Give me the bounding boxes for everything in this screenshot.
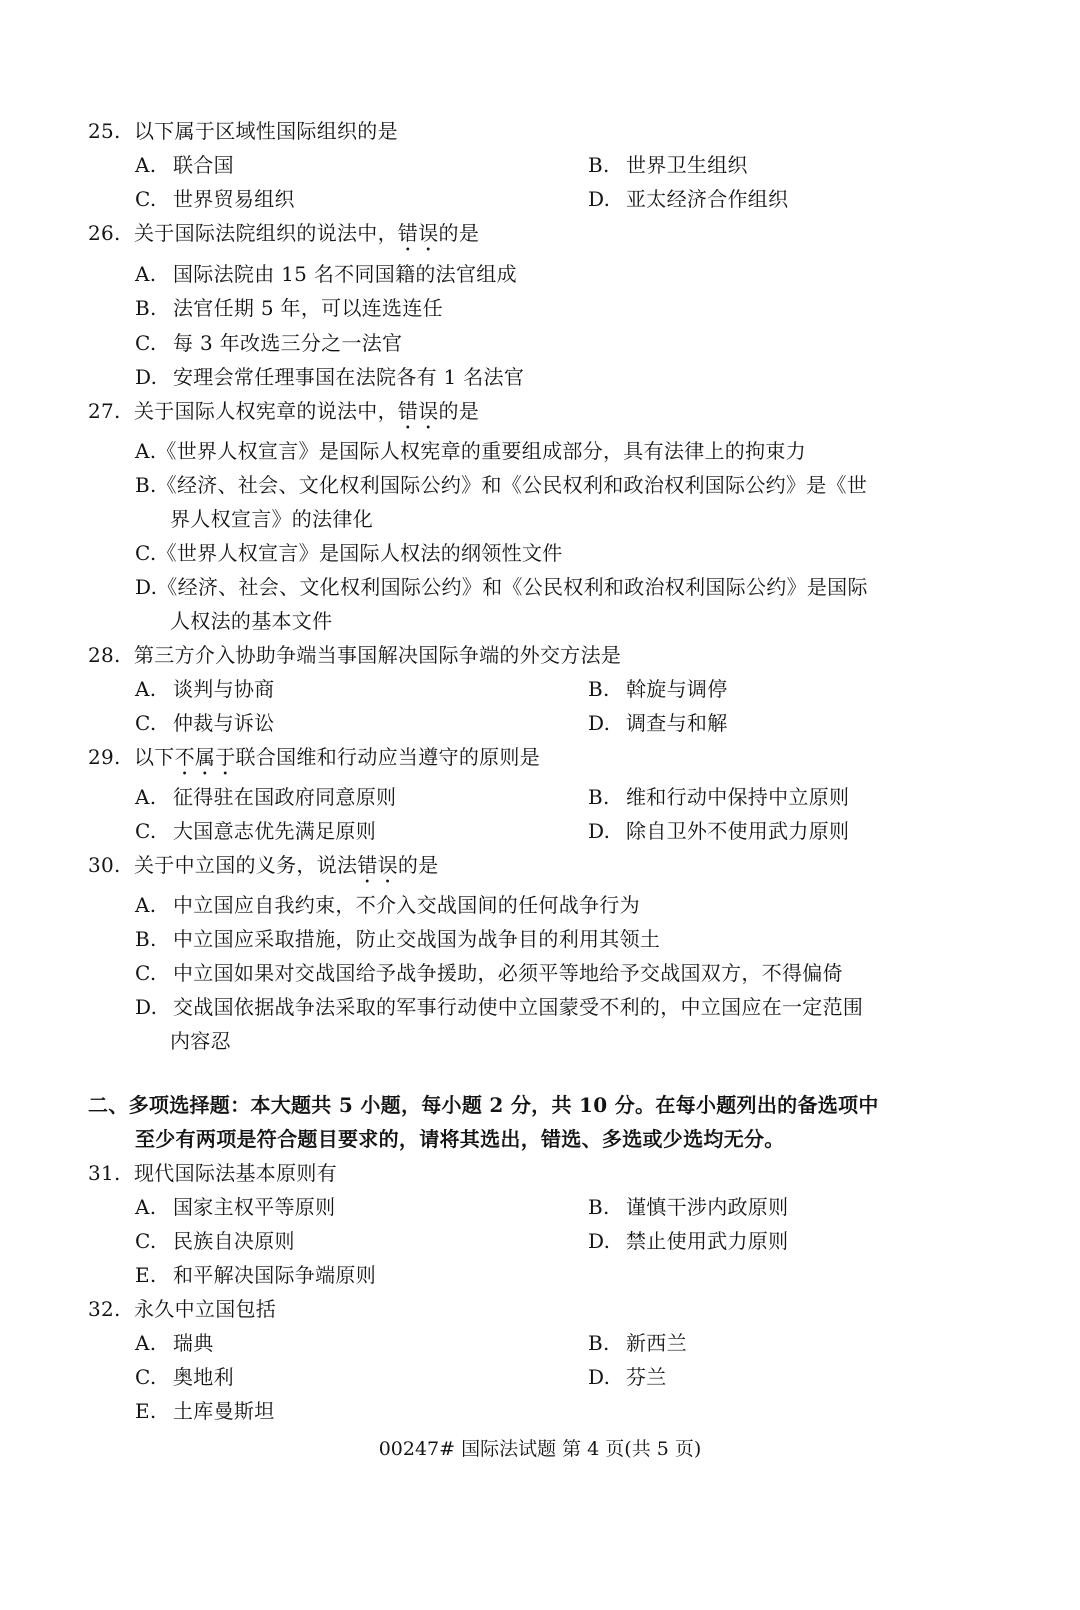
question-number: 29.: [88, 745, 121, 769]
question-number: 31.: [88, 1161, 121, 1185]
q28-option-c: [135, 710, 275, 736]
option-letter: C.: [135, 711, 157, 735]
q30-option-d: [135, 994, 863, 1020]
q31-option-b: [588, 1194, 788, 1220]
option-text: 土库曼斯坦: [173, 1399, 275, 1423]
option-text: 新西兰: [626, 1331, 687, 1355]
q31-option-e: [135, 1262, 376, 1288]
option-letter: B.: [135, 473, 157, 497]
option-text: 世界贸易组织: [173, 187, 295, 211]
option-text: 《世界人权宣言》是国际人权法的纲领性文件: [156, 541, 563, 565]
q32-option-d: [588, 1364, 667, 1390]
question-number: 28.: [88, 643, 121, 667]
option-letter: B.: [135, 927, 157, 951]
option-letter: A.: [135, 785, 157, 809]
option-text: 《经济、社会、文化权利国际公约》和《公民权利和政治权利国际公约》是《世: [156, 473, 868, 497]
q25-option-a: [135, 152, 234, 178]
question-text: 的是: [438, 399, 480, 423]
option-letter: A.: [135, 153, 157, 177]
option-text: 《世界人权宣言》是国际人权宪章的重要组成部分，具有法律上的拘束力: [156, 439, 807, 463]
option-text: 仲裁与诉讼: [173, 711, 275, 735]
option-text: 人权法的基本文件: [170, 609, 333, 633]
q26-option-c: [135, 330, 402, 356]
question-number: 32.: [88, 1297, 121, 1321]
option-text: 斡旋与调停: [626, 677, 728, 701]
option-letter: E.: [135, 1263, 157, 1287]
question-27-stem: [88, 398, 479, 434]
section-2-heading: 二、多项选择题：本大题共 5 小题，每小题 2 分，共 10 分。在每小题列出的备选项中: [88, 1093, 879, 1117]
question-text: 关于国际法院组织的说法中，: [134, 221, 398, 245]
option-text: 调查与和解: [626, 711, 728, 735]
q27-option-c: [135, 540, 563, 566]
option-text: 禁止使用武力原则: [626, 1229, 789, 1253]
option-text: 征得驻在国政府同意原则: [173, 785, 397, 809]
option-letter: B.: [135, 296, 157, 320]
option-text: 交战国依据战争法采取的军事行动使中立国蒙受不利的，中立国应在一定范围: [173, 995, 864, 1019]
option-letter: B.: [588, 153, 610, 177]
page-footer: 00247# 国际法试题 第 4 页(共 5 页): [378, 1438, 702, 1460]
question-text: 以下: [134, 745, 175, 769]
question-text: 的是: [438, 221, 480, 245]
option-letter: D.: [588, 1229, 611, 1253]
question-text: 联合国维和行动应当遵守的原则是: [235, 745, 541, 769]
q28-option-d: [588, 710, 728, 736]
option-letter: D.: [135, 995, 158, 1019]
q27-option-d-continued: [170, 608, 332, 634]
option-letter: A.: [135, 1331, 157, 1355]
question-text: 关于国际人权宪章的说法中，: [134, 399, 398, 423]
q32-option-a: [135, 1330, 214, 1356]
q30-option-a: [135, 892, 640, 918]
question-number: 25.: [88, 119, 121, 143]
question-number: 27.: [88, 399, 121, 423]
emphasized-text: 错误: [397, 399, 439, 423]
q25-option-b: [588, 152, 748, 178]
option-letter: B.: [588, 677, 610, 701]
question-text: 永久中立国包括: [134, 1297, 277, 1321]
option-letter: C.: [135, 819, 157, 843]
option-text: 民族自决原则: [173, 1229, 295, 1253]
question-text: 关于中立国的义务，说法: [134, 853, 358, 877]
q31-option-a: [135, 1194, 335, 1220]
option-letter: D.: [588, 1365, 611, 1389]
q30-option-b: [135, 926, 660, 952]
option-letter: C.: [135, 1365, 157, 1389]
option-letter: A.: [135, 439, 157, 463]
option-letter: C.: [135, 1229, 157, 1253]
question-29-stem: [88, 744, 540, 780]
q27-option-d: [135, 574, 868, 600]
q25-option-d: [588, 186, 788, 212]
option-letter: D.: [135, 365, 158, 389]
question-25-stem: [88, 118, 398, 144]
option-text: 中立国应采取措施，防止交战国为战争目的利用其领土: [173, 927, 661, 951]
option-text: 联合国: [173, 153, 234, 177]
emphasized-text: 错误: [357, 853, 398, 877]
q27-option-b-continued: [170, 506, 373, 532]
q27-option-a: [135, 438, 806, 464]
option-text: 法官任期 5 年，可以连选连任: [173, 296, 443, 320]
option-text: 国家主权平等原则: [173, 1195, 336, 1219]
q32-option-e: [135, 1398, 275, 1424]
question-28-stem: [88, 642, 621, 668]
emphasized-text: 错误: [397, 221, 439, 245]
q31-option-c: [135, 1228, 295, 1254]
option-letter: A.: [135, 677, 157, 701]
question-26-stem: [88, 220, 479, 256]
option-letter: E.: [135, 1399, 157, 1423]
q26-option-d: [135, 364, 524, 390]
question-31-stem: [88, 1160, 337, 1186]
q25-option-c: [135, 186, 295, 212]
question-text: 的是: [397, 853, 439, 877]
option-letter: D.: [588, 819, 611, 843]
option-letter: D.: [135, 575, 158, 599]
option-text: 瑞典: [173, 1331, 214, 1355]
option-text: 界人权宣言》的法律化: [170, 507, 373, 531]
option-text: 世界卫生组织: [626, 153, 748, 177]
question-32-stem: [88, 1296, 276, 1322]
q30-option-d-continued: [170, 1028, 231, 1054]
q32-option-b: [588, 1330, 687, 1356]
option-letter: A.: [135, 1195, 157, 1219]
q32-option-c: [135, 1364, 234, 1390]
q26-option-b: [135, 295, 443, 321]
option-text: 和平解决国际争端原则: [173, 1263, 376, 1287]
option-letter: C.: [135, 331, 157, 355]
option-text: 《经济、社会、文化权利国际公约》和《公民权利和政治权利国际公约》是国际: [157, 575, 868, 599]
option-text: 奥地利: [173, 1365, 234, 1389]
option-text: 谈判与协商: [173, 677, 275, 701]
q29-option-d: [588, 818, 849, 844]
option-text: 国际法院由 15 名不同国籍的法官组成: [173, 262, 517, 286]
option-text: 除自卫外不使用武力原则: [626, 819, 850, 843]
option-letter: A.: [135, 262, 157, 286]
q26-option-a: [135, 261, 517, 287]
question-text: 以下属于区域性国际组织的是: [134, 119, 398, 143]
q28-option-b: [588, 676, 728, 702]
option-text: 安理会常任理事国在法院各有 1 名法官: [173, 365, 525, 389]
option-letter: C.: [135, 187, 157, 211]
q28-option-a: [135, 676, 275, 702]
q29-option-b: [588, 784, 849, 810]
option-text: 中立国应自我约束，不介入交战国间的任何战争行为: [173, 893, 640, 917]
q29-option-a: [135, 784, 396, 810]
q30-option-c: [135, 960, 843, 986]
emphasized-text: 不属于: [174, 745, 236, 769]
question-number: 30.: [88, 853, 121, 877]
option-text: 谨慎干涉内政原则: [626, 1195, 789, 1219]
option-text: 内容忍: [170, 1029, 231, 1053]
option-letter: B.: [588, 1195, 610, 1219]
question-30-stem: [88, 852, 439, 888]
option-letter: C.: [135, 961, 157, 985]
option-text: 大国意志优先满足原则: [173, 819, 376, 843]
option-text: 每 3 年改选三分之一法官: [173, 331, 403, 355]
option-letter: D.: [588, 711, 611, 735]
option-letter: A.: [135, 893, 157, 917]
option-text: 中立国如果对交战国给予战争援助，必须平等地给予交战国双方，不得偏倚: [173, 961, 843, 985]
option-letter: C.: [135, 541, 157, 565]
option-text: 芬兰: [626, 1365, 667, 1389]
option-letter: D.: [588, 187, 611, 211]
option-text: 亚太经济合作组织: [626, 187, 789, 211]
option-text: 维和行动中保持中立原则: [626, 785, 850, 809]
question-number: 26.: [88, 221, 121, 245]
question-text: 现代国际法基本原则有: [134, 1161, 337, 1185]
option-letter: B.: [588, 1331, 610, 1355]
option-letter: B.: [588, 785, 610, 809]
section-2-instructions: 至少有两项是符合题目要求的，请将其选出，错选、多选或少选均无分。: [135, 1127, 785, 1151]
q31-option-d: [588, 1228, 788, 1254]
q27-option-b: [135, 472, 867, 498]
q29-option-c: [135, 818, 376, 844]
question-text: 第三方介入协助争端当事国解决国际争端的外交方法是: [134, 643, 622, 667]
